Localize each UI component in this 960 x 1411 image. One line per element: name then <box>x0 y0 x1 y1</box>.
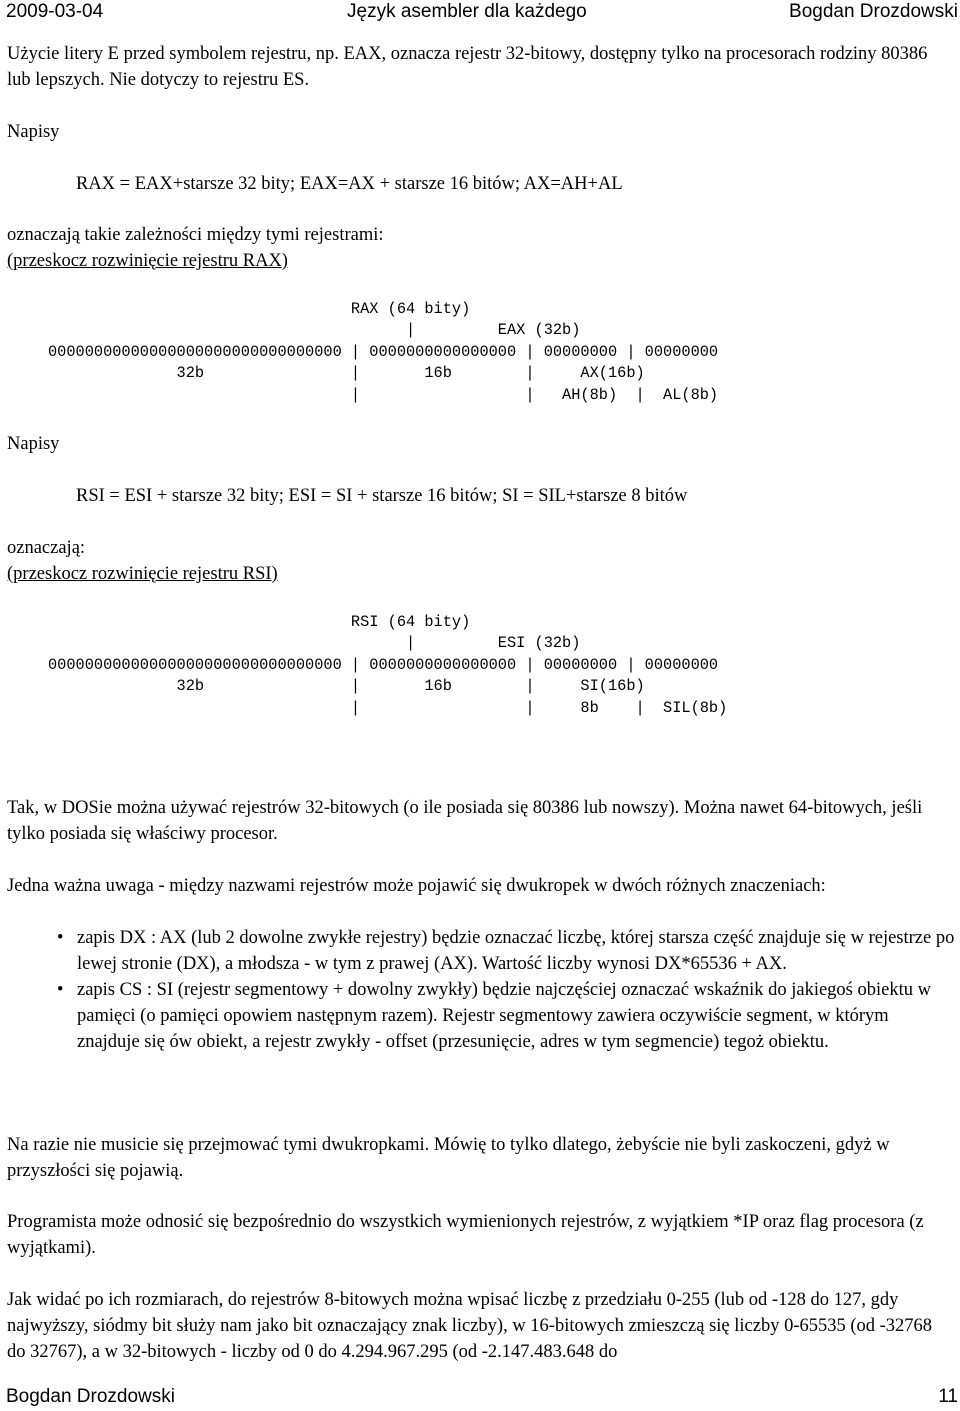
skip-rsi-link[interactable]: (przeskocz rozwinięcie rejestru RSI) <box>7 564 278 584</box>
rsi-register-diagram: RSI (64 bity) | ESI (32b) 00000000000000000000000000000000 | 0000000000000000 | 00000000 | 00000000 32b | 16b | SI(16b) | | 8b | SIL(8b) <box>48 613 728 717</box>
colon-meanings-list <box>7 925 955 1055</box>
rsi-equation: RSI = ESI + starsze 32 bity; ESI = SI + starsze 16 bitów; SI = SIL+starsze 8 bitów <box>76 486 688 506</box>
rsi-lead-text: Napisy <box>7 434 60 454</box>
intro-paragraph: Użycie litery E przed symbolem rejestru, np. EAX, oznacza rejestr 32-bitowy, dostępny tylko na procesorach rodziny 80386 lub lepszych. Nie dotyczy to rejestru ES. <box>7 44 928 90</box>
direct-access-paragraph: Programista może odnosić się bezpośrednio do wszystkich wymienionych rejestrów, z wyjątkiem *IP oraz flag procesora (z wyjątkami). <box>7 1212 924 1258</box>
page-footer <box>0 1384 960 1410</box>
rax-equation: RAX = EAX+starsze 32 bity; EAX=AX + starsze 16 bitów; AX=AH+AL <box>76 174 623 194</box>
rsi-follow-text: oznaczają: <box>7 538 86 558</box>
header-title: Język asembler dla każdego <box>347 1 587 22</box>
page-header <box>0 0 960 26</box>
page-number: 11 <box>938 1386 958 1407</box>
sizes-paragraph: Jak widać po ich rozmiarach, do rejestrów 8-bitowych można wpisać liczbę z przedziału 0-255 (lub od -128 do 127, gdy najwyższy, siódmy bit służy nam jako bit oznaczający znak liczby), w 16-bitowych zmieszczą się liczby 0-65535 (od -32768 do 32767), a w 32-bitowych - liczby od 0 do 4.294.967.295 (od -2.147.483.648 do <box>7 1290 933 1362</box>
dos-paragraph: Tak, w DOSie można używać rejestrów 32-bitowych (o ile posiada się 80386 lub nowszy). Można nawet 64-bitowych, jeśli tylko posiada się właściwy procesor. <box>7 798 923 844</box>
rax-follow-text: oznaczają takie zależności między tymi rejestrami: <box>7 225 384 245</box>
list-item: • zapis CS : SI (rejestr segmentowy + dowolny zwykły) będzie najczęściej oznaczać wskaźnik do jakiegoś obiektu w pamięci (o pamięci opowiem następnym razem). Rejestr segmentowy zawiera oczywiście segment, w którym znajduje się ów obiekt, a rejestr zwykły - offset (przesunięcie, adres w tym segmencie) tegoż obiektu. <box>7 977 955 1055</box>
header-author: Bogdan Drozdowski <box>789 1 958 22</box>
rax-register-diagram: RAX (64 bity) | EAX (32b) 00000000000000000000000000000000 | 0000000000000000 | 00000000 | 00000000 32b | 16b | AX(16b) | | AH(8b) | AL(8b) <box>48 300 719 404</box>
rax-lead-text: Napisy <box>7 122 60 142</box>
header-date: 2009-03-04 <box>6 1 104 22</box>
colon-note: Jedna ważna uwaga - między nazwami rejestrów może pojawić się dwukropek w dwóch różnych znaczeniach: <box>7 876 826 896</box>
footer-author: Bogdan Drozdowski <box>6 1386 175 1407</box>
list-item: • zapis DX : AX (lub 2 dowolne zwykłe rejestry) będzie oznaczać liczbę, której starsza część znajduje się w rejestrze po lewej stronie (DX), a młodsza - w tym z prawej (AX). Wartość liczby wynosi DX*65536 + AX. <box>7 925 955 977</box>
dont-worry-paragraph: Na razie nie musicie się przejmować tymi dwukropkami. Mówię to tylko dlatego, żebyście nie byli zaskoczeni, gdyż w przyszłości się pojawią. <box>7 1135 890 1181</box>
skip-rax-link[interactable]: (przeskocz rozwinięcie rejestru RAX) <box>7 251 288 271</box>
